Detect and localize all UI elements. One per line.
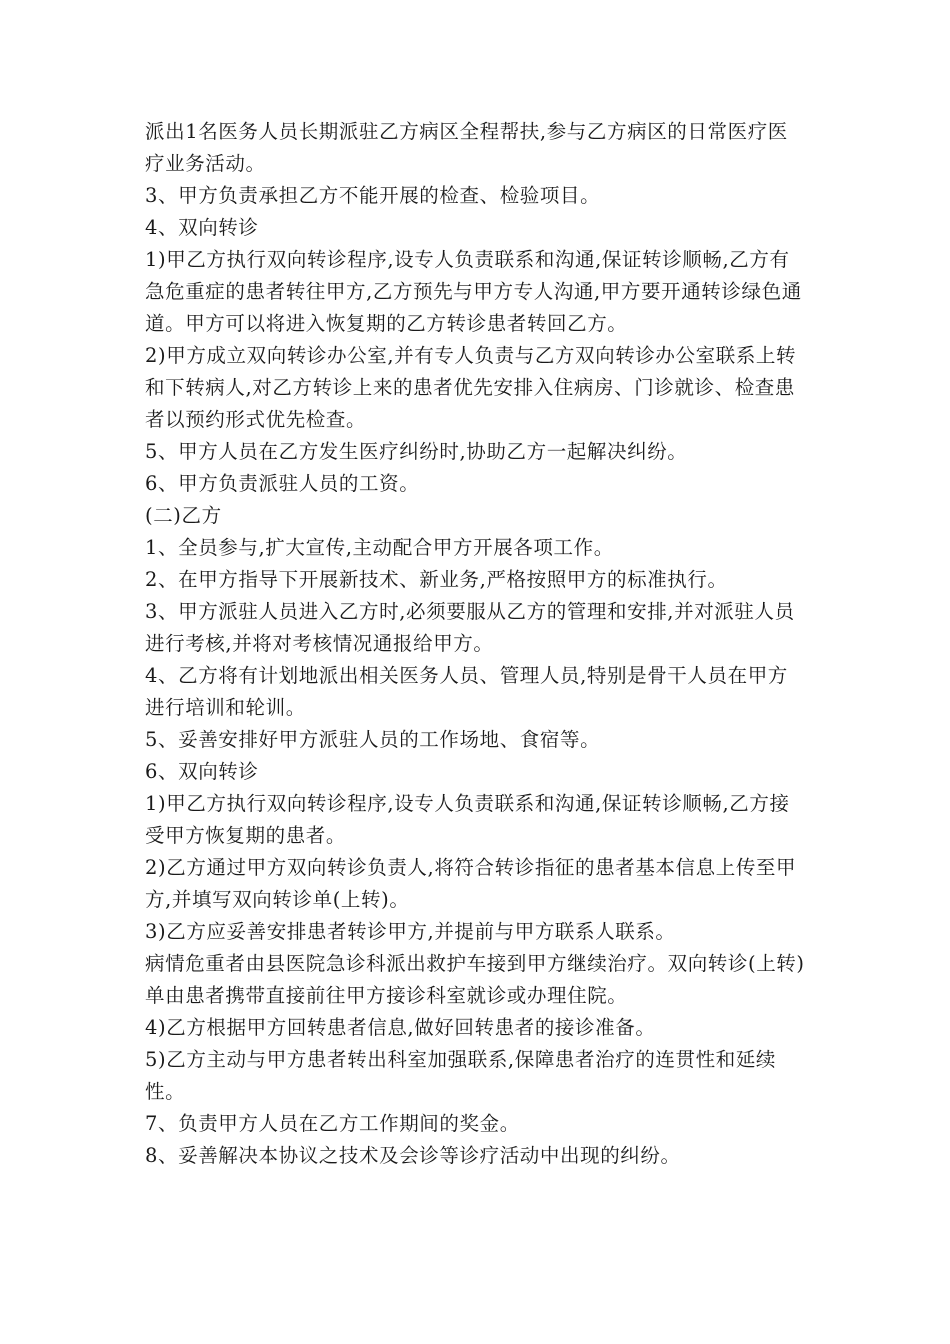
paragraph-13: 5、妥善安排好甲方派驻人员的工作场地、食宿等。 (145, 728, 601, 751)
paragraph-4: 1)甲乙方执行双向转诊程序,设专人负责联系和沟通,保证转诊顺畅,乙方有急危重症的患者转往甲方,乙方预先与甲方专人沟通,甲方要开通转诊绿色通道。甲方可以将进入恢复期的乙方转诊患者转回乙方。 (145, 248, 802, 335)
paragraph-2: 3、甲方负责承担乙方不能开展的检查、检验项目。 (145, 184, 601, 207)
paragraph-21: 7、负责甲方人员在乙方工作期间的奖金。 (145, 1112, 520, 1135)
paragraph-19: 4)乙方根据甲方回转患者信息,做好回转患者的接诊准备。 (145, 1016, 656, 1039)
paragraph-3: 4、双向转诊 (145, 216, 259, 239)
paragraph-10: 2、在甲方指导下开展新技术、新业务,严格按照甲方的标准执行。 (145, 568, 728, 591)
paragraph-11: 3、甲方派驻人员进入乙方时,必须要服从乙方的管理和安排,并对派驻人员进行考核,并将对考核情况通报给甲方。 (145, 600, 795, 655)
paragraph-16: 2)乙方通过甲方双向转诊负责人,将符合转诊指征的患者基本信息上传至甲方,并填写双向转诊单(上转)。 (145, 856, 797, 911)
paragraph-14: 6、双向转诊 (145, 760, 259, 783)
paragraph-18: 病情危重者由县医院急诊科派出救护车接到甲方继续治疗。双向转诊(上转)单由患者携带直接前往甲方接诊科室就诊或办理住院。 (145, 952, 805, 1007)
paragraph-6: 5、甲方人员在乙方发生医疗纠纷时,协助乙方一起解决纠纷。 (145, 440, 688, 463)
paragraph-1: 派出1名医务人员长期派驻乙方病区全程帮扶,参与乙方病区的日常医疗医疗业务活动。 (145, 120, 788, 175)
paragraph-5: 2)甲方成立双向转诊办公室,并有专人负责与乙方双向转诊办公室联系上转和下转病人,对乙方转诊上来的患者优先安排入住病房、门诊就诊、检查患者以预约形式优先检查。 (145, 344, 797, 431)
document-body (145, 116, 807, 1172)
paragraph-15: 1)甲乙方执行双向转诊程序,设专人负责联系和沟通,保证转诊顺畅,乙方接受甲方恢复期的患者。 (145, 792, 790, 847)
paragraph-17: 3)乙方应妥善安排患者转诊甲方,并提前与甲方联系人联系。 (145, 920, 676, 943)
paragraph-12: 4、乙方将有计划地派出相关医务人员、管理人员,特别是骨干人员在甲方进行培训和轮训。 (145, 664, 788, 719)
paragraph-20: 5)乙方主动与甲方患者转出科室加强联系,保障患者治疗的连贯性和延续性。 (145, 1048, 777, 1103)
paragraph-22: 8、妥善解决本协议之技术及会诊等诊疗活动中出现的纠纷。 (145, 1144, 681, 1167)
paragraph-9: 1、全员参与,扩大宣传,主动配合甲方开展各项工作。 (145, 536, 614, 559)
paragraph-7: 6、甲方负责派驻人员的工资。 (145, 472, 420, 495)
section-heading-party-b: (二)乙方 (145, 504, 222, 527)
